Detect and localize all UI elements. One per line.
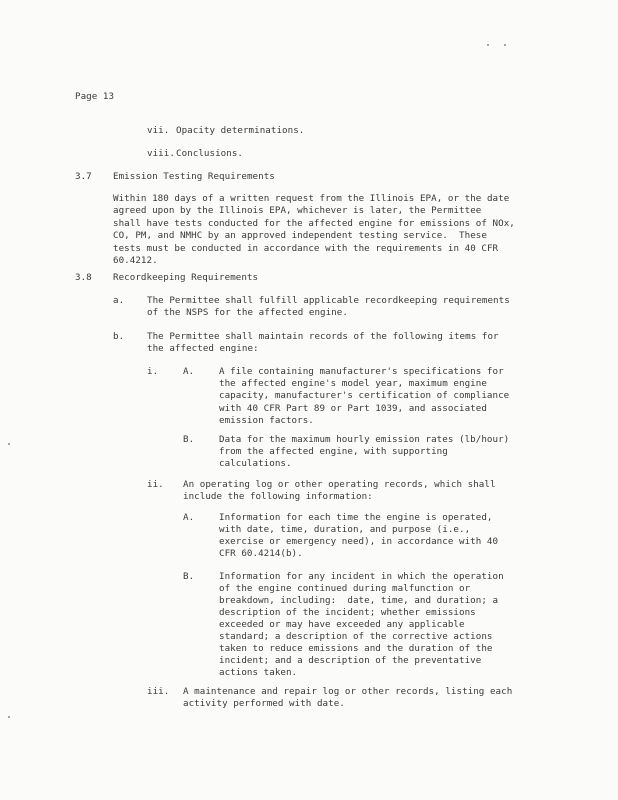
body-line: incident; and a description of the preventative: [219, 655, 482, 666]
body-line: standard; a description of the corrective actions: [219, 631, 493, 642]
body-line: 60.4212.: [113, 255, 158, 266]
page-label: Page 13: [75, 91, 115, 102]
body-line: with 40 CFR Part 89 or Part 1039, and associated: [219, 403, 487, 414]
paragraph-label: b.: [113, 331, 125, 342]
body-line: the affected engine:: [147, 343, 259, 354]
body-line: Within 180 days of a written request from the Illinois EPA, or the date: [113, 193, 510, 204]
item-number: vii.: [147, 125, 170, 136]
body-line: The Permittee shall fulfill applicable recordkeeping requirements: [147, 295, 510, 306]
body-line: The Permittee shall maintain records of the following items for: [147, 331, 499, 342]
subitem-label: B.: [183, 571, 195, 582]
subparagraph-label: iii.: [147, 686, 170, 697]
scan-speck: [504, 44, 506, 46]
section-number: 3.8: [75, 272, 92, 283]
body-line: activity performed with date.: [183, 698, 345, 709]
body-line: shall have tests conducted for the affected engine for emissions of NOx,: [113, 218, 515, 229]
scan-speck: [8, 443, 10, 445]
section-number: 3.7: [75, 171, 92, 182]
body-line: taken to reduce emissions and the duration of the: [219, 643, 493, 654]
body-line: Information for each time the engine is operated,: [219, 512, 493, 523]
body-line: include the following information:: [183, 491, 373, 502]
subitem-label: A.: [183, 512, 195, 523]
body-line: A file containing manufacturer's specifications for: [219, 366, 504, 377]
body-line: agreed upon by the Illinois EPA, whichever is later, the Permittee: [113, 205, 482, 216]
item-number: viii.: [147, 148, 175, 159]
body-line: description of the incident; whether emissions: [219, 607, 476, 618]
body-line: emission factors.: [219, 415, 314, 426]
body-line: calculations.: [219, 458, 292, 469]
body-line: exercise or emergency need), in accordance with 40: [219, 536, 499, 547]
body-line: of the engine continued during malfunction or: [219, 583, 471, 594]
section-title: Recordkeeping Requirements: [113, 272, 259, 283]
subitem-label: A.: [183, 366, 195, 377]
body-line: with date, time, duration, and purpose (i.e.,: [219, 524, 471, 535]
body-line: breakdown, including: date, time, and duration; a: [219, 595, 499, 606]
body-line: actions taken.: [219, 667, 298, 678]
body-line: exceeded or may have exceeded any applicable: [219, 619, 465, 630]
subitem-label: B.: [183, 434, 195, 445]
subparagraph-label: i.: [147, 366, 159, 377]
section-title: Emission Testing Requirements: [113, 171, 275, 182]
body-line: CO, PM, and NMHC by an approved independent testing service. These: [113, 230, 487, 241]
item-text: Opacity determinations.: [176, 125, 305, 136]
body-line: capacity, manufacturer's certification of compliance: [219, 390, 510, 401]
body-line: from the affected engine, with supporting: [219, 446, 448, 457]
body-line: tests must be conducted in accordance with the requirements in 40 CFR: [113, 243, 499, 254]
body-line: Information for any incident in which the operation: [219, 571, 504, 582]
body-line: the affected engine's model year, maximum engine: [219, 378, 487, 389]
scan-speck: [8, 716, 10, 718]
body-line: CFR 60.4214(b).: [219, 548, 303, 559]
subparagraph-label: ii.: [147, 479, 164, 490]
body-line: An operating log or other operating records, which shall: [183, 479, 496, 490]
body-line: A maintenance and repair log or other records, listing each: [183, 686, 513, 697]
body-line: of the NSPS for the affected engine.: [147, 307, 348, 318]
body-line: Data for the maximum hourly emission rates (lb/hour): [219, 434, 510, 445]
item-text: Conclusions.: [176, 148, 243, 159]
paragraph-label: a.: [113, 295, 125, 306]
scan-speck: [487, 44, 489, 46]
